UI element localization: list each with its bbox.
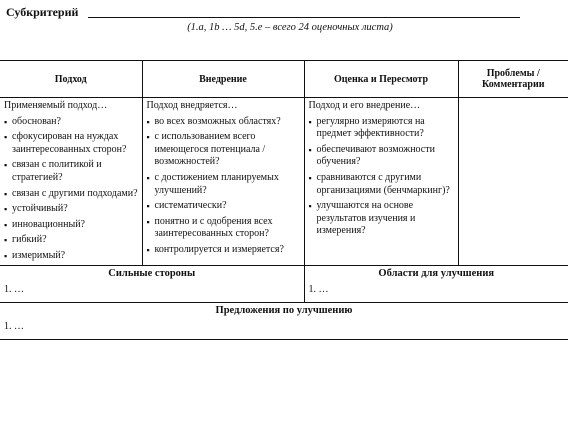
list-item: ▪ связан с политикой и стратегией?	[4, 159, 139, 184]
subcriterion-label: Субкритерий	[6, 5, 79, 19]
list-item: ▪ с использованием всего имеющегося потенциала / возможностей?	[147, 131, 301, 169]
column-header-comments: Проблемы / Комментарии	[458, 61, 568, 98]
deployment-list	[147, 116, 301, 257]
assessment-intro: Подход и его внедрение…	[308, 100, 421, 111]
strengths-cell[interactable]	[0, 265, 304, 302]
suggestions-cell[interactable]	[0, 302, 568, 339]
list-item: ▪ систематически?	[147, 200, 301, 213]
deployment-intro: Подход внедряется…	[146, 100, 238, 111]
improvement-areas-heading: Области для улучшения	[378, 267, 495, 279]
list-item: ▪ сфокусирован на нуждах заинтересованных сторон?	[4, 131, 139, 156]
list-item: ▪ улучшаются на основе результатов изучения и измерения?	[309, 200, 455, 238]
approach-list	[4, 116, 139, 263]
list-item: ▪ связан с другими подходами?	[4, 188, 139, 201]
column-header-deployment: Внедрение	[142, 61, 304, 98]
criteria-row	[0, 98, 568, 266]
list-item: ▪ с достижением планируемых улучшений?	[147, 172, 301, 197]
column-header-approach: Подход	[0, 61, 142, 98]
suggestions-value: 1. …	[4, 320, 24, 332]
header-row	[0, 61, 568, 98]
subcriterion-row	[6, 5, 566, 21]
column-header-assessment: Оценка и Пересмотр	[304, 61, 458, 98]
list-item: ▪ измеримый?	[4, 250, 139, 263]
strengths-heading: Сильные стороны	[108, 267, 196, 279]
list-item: ▪ гибкий?	[4, 234, 139, 247]
deployment-cell	[142, 98, 304, 266]
suggestions-row	[0, 302, 568, 339]
list-item: ▪ обеспечивают возможности обучения?	[309, 144, 455, 169]
improvement-areas-value: 1. …	[308, 283, 329, 295]
list-item: ▪ устойчивый?	[4, 203, 139, 216]
subcriterion-blank-line[interactable]	[88, 17, 520, 18]
list-item: ▪ регулярно измеряются на предмет эффективности?	[309, 116, 455, 141]
list-item: ▪ сравниваются с другими организациями (бенчмаркинг)?	[309, 172, 455, 197]
list-item: ▪ обоснован?	[4, 116, 139, 129]
list-item: ▪ во всех возможных областях?	[147, 116, 301, 129]
strengths-row	[0, 265, 568, 302]
approach-cell	[0, 98, 142, 266]
suggestions-heading: Предложения по улучшению	[215, 304, 353, 316]
strengths-value: 1. …	[4, 283, 24, 295]
comments-cell[interactable]	[458, 98, 568, 266]
subcriterion-note: (1.a, 1b … 5d, 5.e – всего 24 оценочных листа)	[187, 22, 393, 33]
list-item: ▪ инновационный?	[4, 219, 139, 232]
approach-intro: Применяемый подход…	[4, 100, 108, 111]
list-item: ▪ понятно и с одобрения всех заинтересованных сторон?	[147, 216, 301, 241]
assessment-cell	[304, 98, 458, 266]
improvement-areas-cell[interactable]	[304, 265, 568, 302]
assessment-sheet-table	[0, 60, 568, 340]
list-item: ▪ контролируется и измеряется?	[147, 244, 301, 257]
assessment-list	[309, 116, 455, 238]
